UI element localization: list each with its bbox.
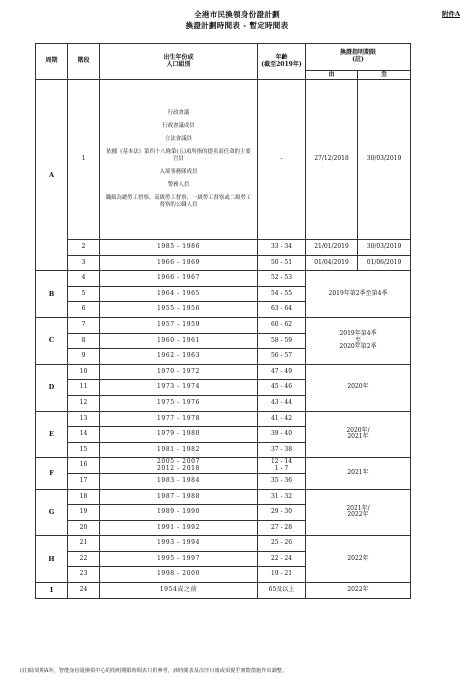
- birth-year-cell: 1966 - 1969: [100, 255, 258, 271]
- age-cell: 60 - 62: [258, 317, 306, 333]
- table-row: [36, 271, 411, 287]
- table-row: [36, 80, 411, 240]
- phase-cell: 4: [68, 271, 100, 287]
- page-subtitle: 換證計劃時間表 - 暫定時間表: [185, 21, 289, 30]
- schedule-period-cell: 2022年: [306, 536, 411, 583]
- table-row: [36, 240, 411, 256]
- age-cell: 22 - 24: [258, 551, 306, 567]
- phase-cell: 18: [68, 489, 100, 505]
- table-row: [36, 364, 411, 380]
- phase-cell: 22: [68, 551, 100, 567]
- phase-cell: 23: [68, 567, 100, 583]
- period-cell: D: [36, 364, 68, 411]
- table-row: [36, 458, 411, 474]
- population-group: 行政會議成員: [162, 122, 195, 129]
- birth-year-cell: 1957 - 1959: [100, 317, 258, 333]
- schedule-period-cell: 2021年/ 2022年: [306, 489, 411, 536]
- phase-cell: 16: [68, 458, 100, 474]
- birth-year-cell: 1955 - 1956: [100, 302, 258, 318]
- from-date-cell: 27/12/2018: [306, 80, 358, 240]
- table-row: [36, 583, 411, 599]
- phase-cell: 12: [68, 395, 100, 411]
- period-cell: B: [36, 271, 68, 318]
- to-date-cell: 30/03/2019: [358, 240, 411, 256]
- birth-year-cell: 1989 - 1990: [100, 505, 258, 521]
- age-cell: -: [258, 80, 306, 240]
- population-group: 職級為總勞工督察、高級勞工督察、一級勞工督察或二級勞工督察的公職人員: [105, 195, 252, 209]
- birth-year-cell: 1979 - 1980: [100, 427, 258, 443]
- birth-year-cell: 1960 - 1961: [100, 333, 258, 349]
- header-birth-year: 出生年份或 人口組別: [100, 44, 258, 80]
- birth-year-cell: 1973 - 1974: [100, 380, 258, 396]
- age-cell: 29 - 30: [258, 505, 306, 521]
- phase-cell: 8: [68, 333, 100, 349]
- birth-year-cell: 1964 - 1965: [100, 286, 258, 302]
- table-row: [36, 489, 411, 505]
- period-cell: E: [36, 411, 68, 458]
- birth-year-cell: 1966 - 1967: [100, 271, 258, 287]
- page-title: 全港市民換領身份證計劃: [194, 10, 280, 19]
- header-period: 周期: [36, 44, 68, 80]
- age-cell: 50 - 51: [258, 255, 306, 271]
- schedule-period-cell: 2020年/ 2021年: [306, 411, 411, 458]
- period-cell: H: [36, 536, 68, 583]
- schedule-period-cell: 2020年: [306, 364, 411, 411]
- schedule-period-cell: 2021年: [306, 458, 411, 489]
- age-cell: 31 - 32: [258, 489, 306, 505]
- header-to: 至: [358, 71, 411, 80]
- phase-cell: 11: [68, 380, 100, 396]
- header-schedule: 換證指明期限 (註): [306, 44, 411, 71]
- birth-year-cell: 1983 - 1984: [100, 473, 258, 489]
- birth-year-cell: 1993 - 1994: [100, 536, 258, 552]
- phase-cell: 24: [68, 583, 100, 599]
- phase-cell: 20: [68, 520, 100, 536]
- annex-label: 附件A: [441, 10, 460, 18]
- phase-cell: 9: [68, 349, 100, 365]
- phase-cell: 5: [68, 286, 100, 302]
- from-date-cell: 21/01/2019: [306, 240, 358, 256]
- phase-cell: 14: [68, 427, 100, 443]
- schedule-period-cell: 2022年: [306, 583, 411, 599]
- age-cell: 63 - 64: [258, 302, 306, 318]
- birth-year-cell: 1991 - 1992: [100, 520, 258, 536]
- to-date-cell: 30/03/2019: [358, 80, 411, 240]
- population-group: 行政會議: [167, 109, 190, 116]
- birth-year-cell: 1954或之前: [100, 583, 258, 599]
- population-group: 警務人員: [167, 182, 190, 189]
- birth-year-cell: 1995 - 1997: [100, 551, 258, 567]
- header-from: 由: [306, 71, 358, 80]
- phase-cell: 15: [68, 442, 100, 458]
- schedule-period-cell: 2019年第4季 至 2020年第2季: [306, 317, 411, 364]
- table-row: [36, 411, 411, 427]
- age-cell: 35 - 36: [258, 473, 306, 489]
- phase-cell: 2: [68, 240, 100, 256]
- age-cell: 43 - 44: [258, 395, 306, 411]
- birth-year-cell: 1975 - 1976: [100, 395, 258, 411]
- period-cell: F: [36, 458, 68, 489]
- age-cell: 39 - 40: [258, 427, 306, 443]
- period-cell: A: [36, 80, 68, 271]
- age-cell: 54 - 55: [258, 286, 306, 302]
- phase-cell: 1: [68, 80, 100, 240]
- header-phase: 階段: [68, 44, 100, 80]
- period-cell: G: [36, 489, 68, 536]
- population-group: 立法會議員: [165, 135, 192, 142]
- age-cell: 37 - 38: [258, 442, 306, 458]
- table-row: [36, 536, 411, 552]
- birth-year-cell: [100, 80, 258, 240]
- schedule-period-cell: 2019年第2季至第4季: [306, 271, 411, 318]
- age-cell: 47 - 49: [258, 364, 306, 380]
- phase-cell: 3: [68, 255, 100, 271]
- age-cell: 52 - 53: [258, 271, 306, 287]
- population-group: 依據《基本法》第四十八條第(五)項所指的提名而任命的主要官員: [106, 148, 251, 162]
- phase-cell: 21: [68, 536, 100, 552]
- phase-cell: 17: [68, 473, 100, 489]
- phase-cell: 10: [68, 364, 100, 380]
- age-cell: 41 - 42: [258, 411, 306, 427]
- population-group: 入境事務隊成員: [159, 169, 198, 175]
- header-age: 年齡 (截至2019年): [258, 44, 306, 80]
- age-cell: 65及以上: [258, 583, 306, 599]
- phase-cell: 6: [68, 302, 100, 318]
- birth-year-cell: 1977 - 1978: [100, 411, 258, 427]
- phase-cell: 19: [68, 505, 100, 521]
- birth-year-cell: 1962 - 1963: [100, 349, 258, 365]
- phase-cell: 7: [68, 317, 100, 333]
- birth-year-cell: 1981 - 1982: [100, 442, 258, 458]
- table-row: [36, 255, 411, 271]
- age-cell: 45 - 46: [258, 380, 306, 396]
- age-cell: 19 - 21: [258, 567, 306, 583]
- age-cell: 12 - 14 1 - 7: [258, 458, 306, 474]
- phase-cell: 13: [68, 411, 100, 427]
- period-cell: I: [36, 583, 68, 599]
- schedule-table: [35, 43, 411, 599]
- birth-year-cell: 1970 - 1972: [100, 364, 258, 380]
- birth-year-cell: 1985 - 1986: [100, 240, 258, 256]
- period-cell: C: [36, 317, 68, 364]
- age-cell: 25 - 26: [258, 536, 306, 552]
- birth-year-cell: 2005 - 2007 2012 - 2018: [100, 458, 258, 474]
- to-date-cell: 01/06/2019: [358, 255, 411, 271]
- age-cell: 33 - 34: [258, 240, 306, 256]
- age-cell: 27 - 28: [258, 520, 306, 536]
- table-row: [36, 317, 411, 333]
- age-cell: 58 - 59: [258, 333, 306, 349]
- birth-year-cell: 1998 - 2000: [100, 567, 258, 583]
- from-date-cell: 01/04/2019: [306, 255, 358, 271]
- age-cell: 56 - 57: [258, 349, 306, 365]
- birth-year-cell: 1987 - 1988: [100, 489, 258, 505]
- footnote: (註)除周期A外，智能身份證換領中心的指明期限時間表只供參考，該時間表及次序日後或須視乎實際措施作出調整。: [20, 668, 288, 674]
